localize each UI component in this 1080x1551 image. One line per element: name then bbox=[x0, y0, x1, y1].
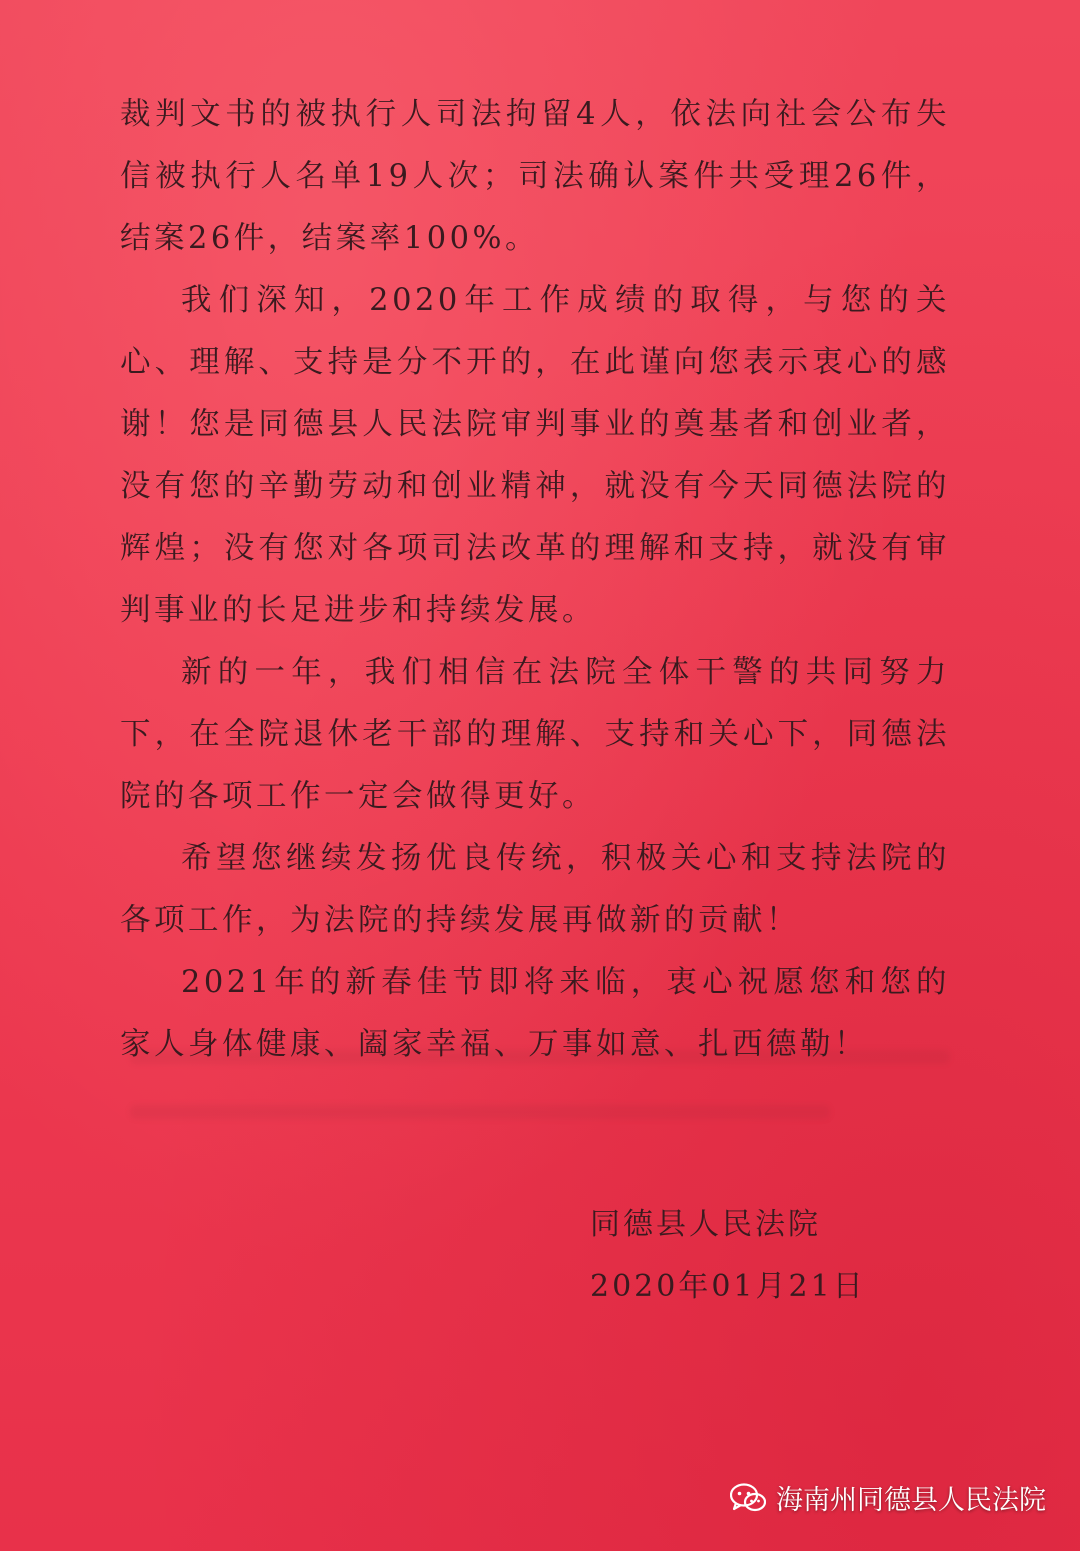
signature-organization: 同德县人民法院 bbox=[590, 1207, 821, 1242]
signature-date: 2020年01月21日 bbox=[590, 1269, 866, 1304]
letter-paragraph: 希望您继续发扬优良传统，积极关心和支持法院的各项工作，为法院的持续发展再做新的贡献！ bbox=[120, 841, 950, 938]
letter-body bbox=[120, 84, 950, 1076]
watermark-text: 海南州同德县人民法院 bbox=[776, 1485, 1046, 1516]
letter-paragraph: 我们深知，2020年工作成绩的取得，与您的关心、理解、支持是分不开的，在此谨向您表示衷心的感谢！您是同德县人民法院审判事业的奠基者和创业者，没有您的辛勤劳动和创业精神，就没有今天同德法院的辉煌；没有您对各项司法改革的理解和支持，就没有审判事业的长足进步和持续发展。 bbox=[120, 283, 950, 628]
letter-paragraph: 裁判文书的被执行人司法拘留4人，依法向社会公布失信被执行人名单19人次；司法确认案件共受理26件，结案26件，结案率100%。 bbox=[120, 97, 950, 256]
bleed-through-mark bbox=[130, 1105, 830, 1119]
letter-signature bbox=[590, 1194, 866, 1318]
letter-paragraph: 新的一年，我们相信在法院全体干警的共同努力下，在全院退休老干部的理解、支持和关心下，同德法院的各项工作一定会做得更好。 bbox=[120, 655, 950, 814]
letter-paragraph: 2021年的新春佳节即将来临，衷心祝愿您和您的家人身体健康、阖家幸福、万事如意、扎西德勒！ bbox=[120, 965, 950, 1062]
account-watermark bbox=[730, 1478, 1046, 1517]
wechat-icon bbox=[730, 1483, 766, 1513]
